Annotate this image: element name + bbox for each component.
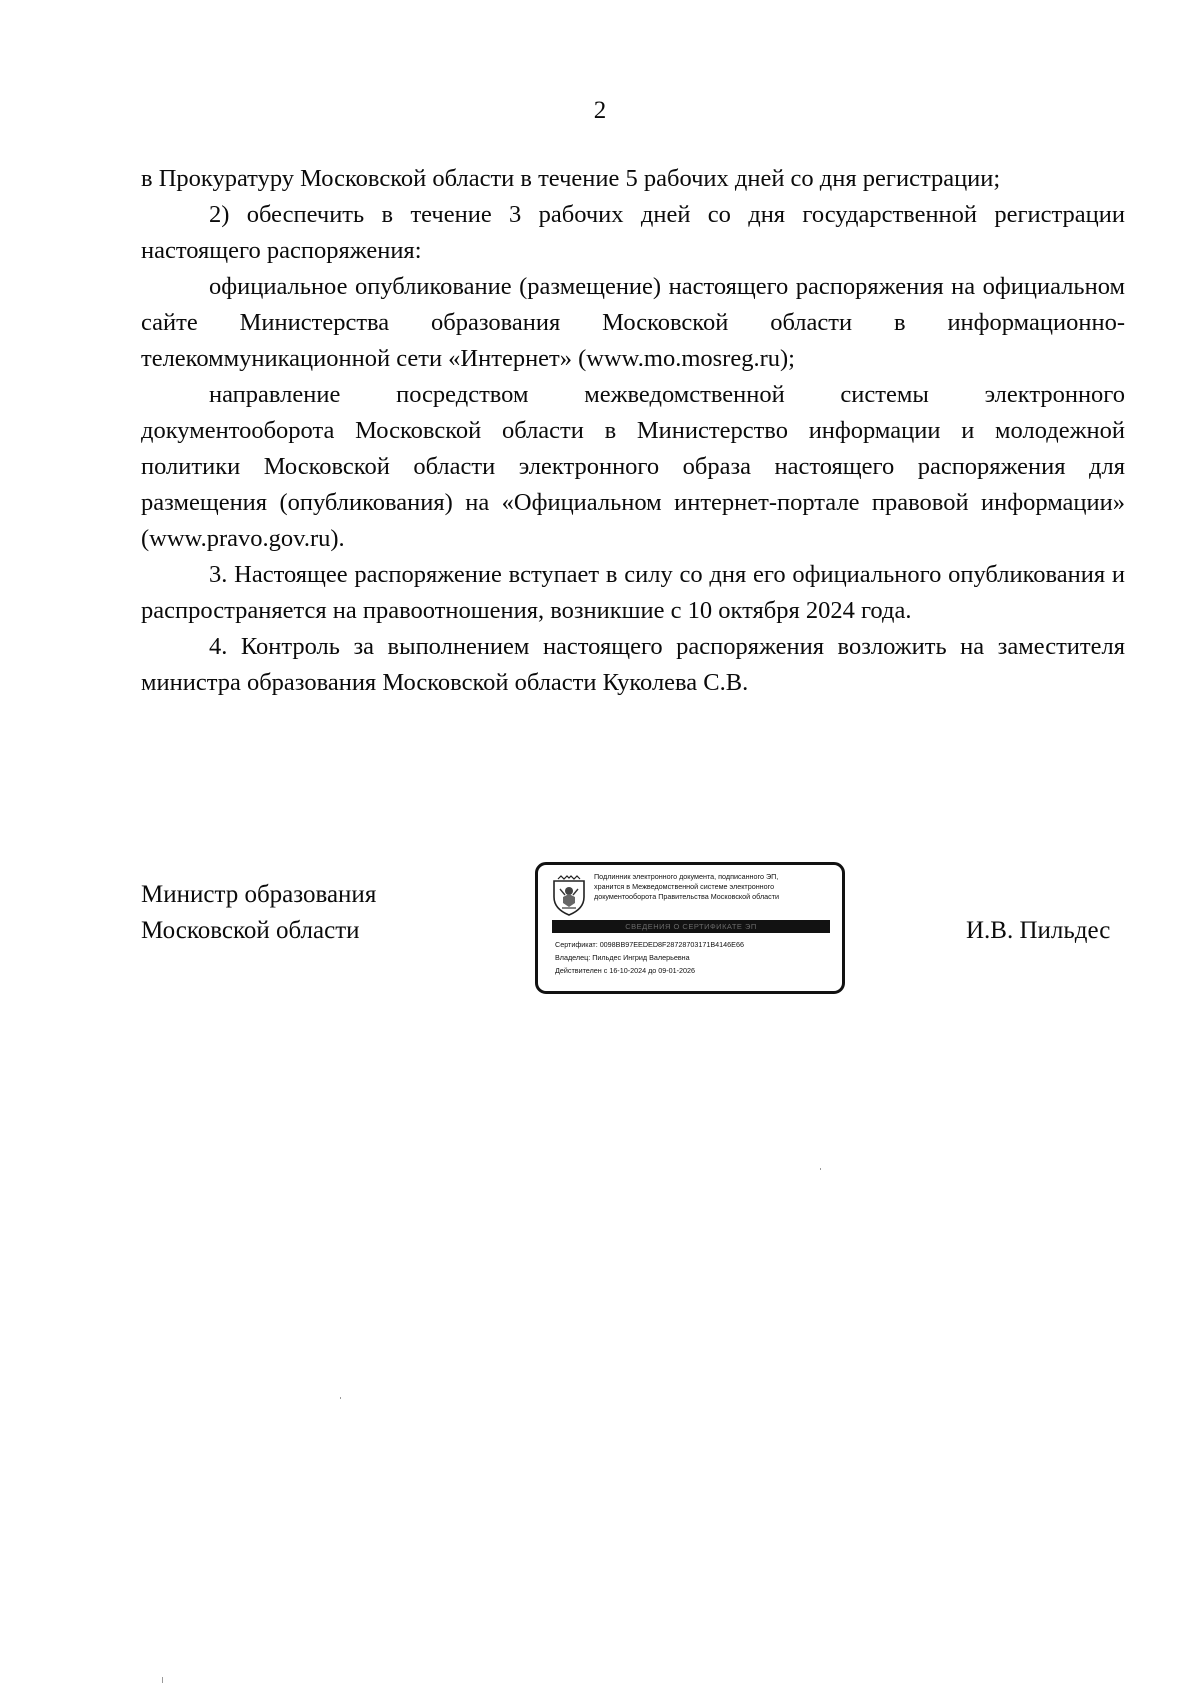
paragraph-prosecutor: в Прокуратуру Московской области в течение 5 рабочих дней со дня регистрации; xyxy=(141,165,1001,192)
signatory-position-line1: Министр образования xyxy=(141,881,377,908)
scan-speck xyxy=(340,1397,341,1399)
scan-speck xyxy=(162,1677,163,1683)
stamp-details xyxy=(555,938,835,977)
stamp-certificate-bar: СВЕДЕНИЯ О СЕРТИФИКАТЕ ЭП xyxy=(552,920,830,933)
paragraph-official-publication: официальное опубликование (размещение) настоящего распоряжения на официальном сайте Министерства образования Московской области в информационно-телекоммуникационной сети «Интернет» (www.mo.mosreg.ru); xyxy=(141,273,1125,372)
stamp-certificate: Сертификат: 0098BB97EEDED8F28728703171B4146E66 xyxy=(555,940,744,949)
stamp-header-line1: Подлинник электронного документа, подписанного ЭП, xyxy=(594,872,779,881)
paragraph-direction: направление посредством межведомственной системы электронного документооборота Московской области в Министерство информации и молодежной политики Московской области электронного образа настоящего распоряжения для размещения (опубликования) на «Официальном интернет-портале правовой информации» (www.pravo.gov.ru). xyxy=(141,381,1125,552)
stamp-header-line2: хранится в Межведомственной системе электронного xyxy=(594,882,775,891)
paragraph-item-2: 2) обеспечить в течение 3 рабочих дней со дня государственной регистрации настоящего распоряжения: xyxy=(141,201,1125,264)
scan-speck xyxy=(820,1168,821,1170)
moscow-oblast-coat-of-arms-icon xyxy=(550,875,588,917)
signatory-position-line2: Московской области xyxy=(141,917,360,944)
document-body xyxy=(141,161,1125,701)
stamp-header xyxy=(594,872,840,902)
stamp-validity: Действителен с 16-10-2024 до 09-01-2026 xyxy=(555,966,696,975)
stamp-owner: Владелец: Пильдес Ингрид Валерьевна xyxy=(555,953,690,962)
electronic-signature-stamp xyxy=(535,862,845,994)
signatory-name: И.В. Пильдес xyxy=(966,917,1111,944)
page-number: 2 xyxy=(593,97,607,124)
paragraph-item-3: 3. Настоящее распоряжение вступает в силу со дня его официального опубликования и распространяется на правоотношения, возникшие с 10 октября 2024 года. xyxy=(141,561,1125,624)
paragraph-item-4: 4. Контроль за выполнением настоящего распоряжения возложить на заместителя министра образования Московской области Куколева С.В. xyxy=(141,633,1125,696)
stamp-header-line3: документооборота Правительства Московской области xyxy=(594,892,780,901)
signatory-position xyxy=(141,877,376,949)
